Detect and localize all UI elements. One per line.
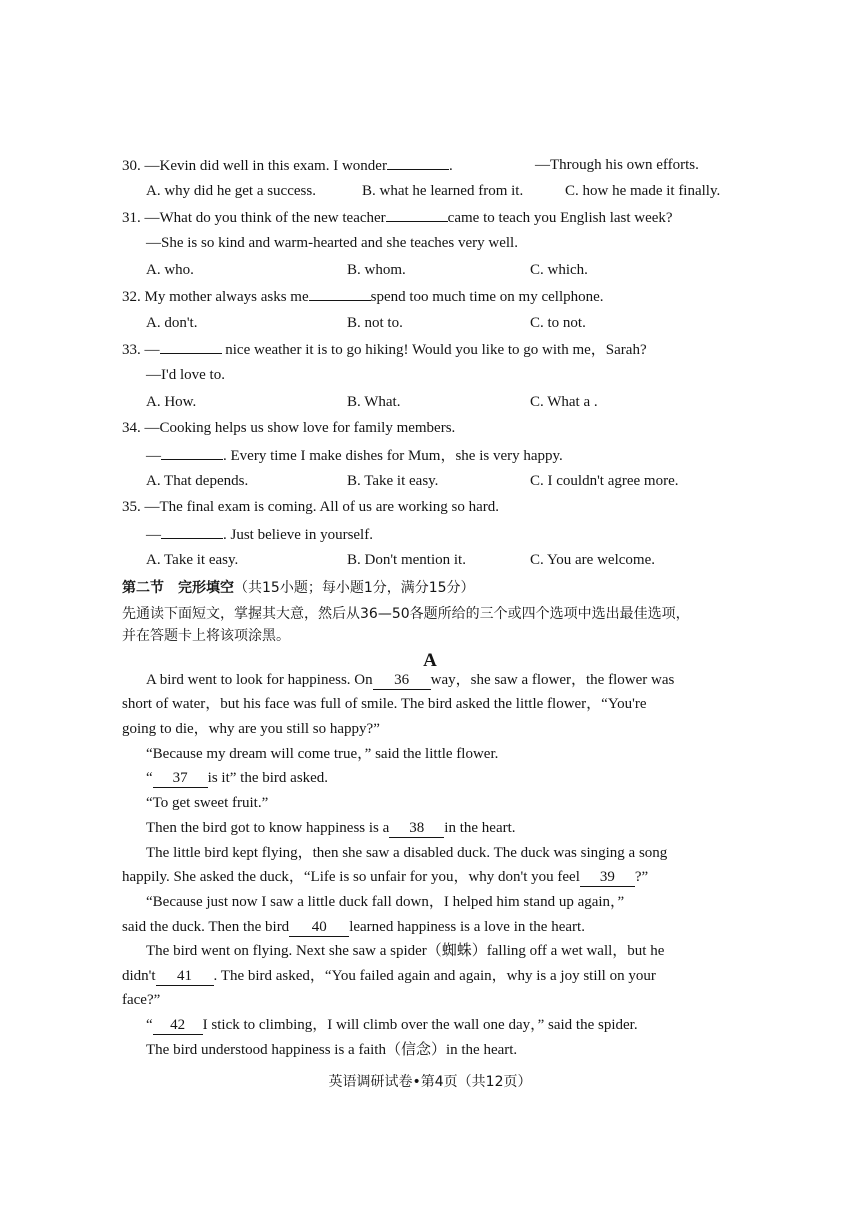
passage-text: “ [146, 1017, 153, 1033]
blank-40: 40 [289, 919, 349, 937]
option-a: A. don't. [146, 315, 198, 331]
passage-text: A bird went to look for happiness. On [146, 672, 373, 688]
passage-line: short of water，but his face was full of smile. The bird asked the little flower，“You're [122, 696, 647, 712]
option-c: C. What a . [530, 394, 598, 410]
option-a: A. who. [146, 262, 194, 278]
section-title: 第二节 完形填空 [122, 580, 234, 596]
passage-text: I stick to climbing，I will climb over the wall one day，” said the spider. [202, 1017, 638, 1033]
option-b: B. what he learned from it. [362, 183, 524, 199]
passage-text: learned happiness is a love in the heart. [349, 919, 585, 935]
page-footer: 英语调研试卷•第4页（共12页） [328, 1074, 532, 1090]
passage-line: The little bird kept flying，then she saw a disabled duck. The duck was singing a song [146, 845, 668, 861]
passage-line [122, 867, 648, 887]
passage-line [146, 1015, 638, 1035]
passage-line: The bird understood happiness is a faith（信念）in the heart. [146, 1042, 518, 1058]
passage-line [122, 917, 585, 937]
option-c: C. I couldn't agree more. [530, 473, 679, 489]
question-text: . Every time I make dishes for Mum，she is very happy. [223, 448, 563, 464]
question-34: 34. —Cooking helps us show love for family members. [122, 420, 456, 436]
passage-text: said the duck. Then the bird [122, 919, 290, 935]
answer-blank [160, 339, 222, 354]
question-text: — [146, 448, 161, 464]
option-c: C. which. [530, 262, 588, 278]
question-text: — [146, 527, 161, 543]
answer-blank [387, 155, 449, 170]
question-text: 32. My mother always asks me [122, 289, 309, 305]
passage-text: “ [146, 770, 153, 786]
option-b: B. What. [347, 394, 401, 410]
answer-blank [161, 524, 223, 539]
question-text: . Just believe in yourself. [223, 527, 373, 543]
section-instructions-2: 并在答题卡上将该项涂黑。 [122, 628, 290, 644]
passage-line: “Because just now I saw a little duck fall down，I helped him stand up again，” [146, 894, 625, 910]
option-a: A. Take it easy. [146, 552, 239, 568]
passage-line [122, 966, 656, 986]
option-b: B. Take it easy. [347, 473, 439, 489]
reply-30: —Through his own efforts. [535, 157, 699, 173]
option-c: C. You are welcome. [530, 552, 655, 568]
passage-line: going to die，why are you still so happy?” [122, 721, 380, 737]
passage-line: “To get sweet fruit.” [146, 795, 269, 811]
blank-39: 39 [580, 869, 635, 887]
answer-blank [309, 286, 371, 301]
option-b: B. whom. [347, 262, 406, 278]
blank-37: 37 [153, 770, 208, 788]
option-a: A. How. [146, 394, 197, 410]
question-32 [122, 286, 604, 307]
question-text: came to teach you English last week? [447, 210, 673, 226]
passage-text: Then the bird got to know happiness is a [146, 820, 390, 836]
question-35: 35. —The final exam is coming. All of us are working so hard. [122, 499, 500, 515]
option-c: C. how he made it finally. [565, 183, 721, 199]
passage-text: ?” [634, 869, 649, 885]
question-31 [122, 207, 673, 228]
passage-text: in the heart. [444, 820, 516, 836]
passage-text: happily. She asked the duck，“Life is so unfair for you，why don't you feel [122, 869, 580, 885]
blank-41: 41 [156, 968, 214, 986]
option-c: C. to not. [530, 315, 586, 331]
question-text: 31. —What do you think of the new teacher [122, 210, 386, 226]
option-b: B. Don't mention it. [347, 552, 466, 568]
reply-31: —She is so kind and warm-hearted and she teaches very well. [146, 235, 518, 251]
question-30 [122, 155, 453, 176]
blank-42: 42 [153, 1017, 203, 1035]
answer-blank [386, 207, 448, 222]
reply-35 [146, 524, 373, 545]
passage-text: didn't [122, 968, 156, 984]
passage-text: is it” the bird asked. [207, 770, 329, 786]
section-info: （共15小题；每小题1分，满分15分） [234, 580, 475, 596]
passage-line: face?” [122, 992, 161, 1008]
option-b: B. not to. [347, 315, 403, 331]
question-text: 30. —Kevin did well in this exam. I wonder [122, 158, 387, 174]
answer-blank [161, 445, 223, 460]
passage-letter: A [423, 650, 437, 671]
reply-34 [146, 445, 563, 466]
question-text: 33. — [122, 342, 160, 358]
blank-38: 38 [389, 820, 444, 838]
option-a: A. why did he get a success. [146, 183, 316, 199]
passage-line: The bird went on flying. Next she saw a spider（蜘蛛）falling off a wet wall，but he [146, 943, 665, 959]
question-33 [122, 339, 647, 360]
option-a: A. That depends. [146, 473, 249, 489]
passage-line [146, 768, 328, 788]
passage-line: “Because my dream will come true，” said the little flower. [146, 746, 499, 762]
passage-text: way，she saw a flower，the flower was [430, 672, 675, 688]
section-header [122, 578, 475, 598]
passage-line [146, 818, 516, 838]
reply-33: —I'd love to. [146, 367, 225, 383]
section-instructions-1: 先通读下面短文，掌握其大意，然后从36—50各题所给的三个或四个选项中选出最佳选项， [122, 606, 690, 622]
blank-36: 36 [373, 672, 431, 690]
passage-line [146, 670, 674, 690]
question-text: nice weather it is to go hiking! Would you like to go with me，Sarah? [221, 342, 647, 358]
question-text: spend too much time on my cellphone. [370, 289, 604, 305]
question-text: . [448, 158, 453, 174]
passage-text: . The bird asked，“You failed again and again，why is a joy still on your [213, 968, 656, 984]
